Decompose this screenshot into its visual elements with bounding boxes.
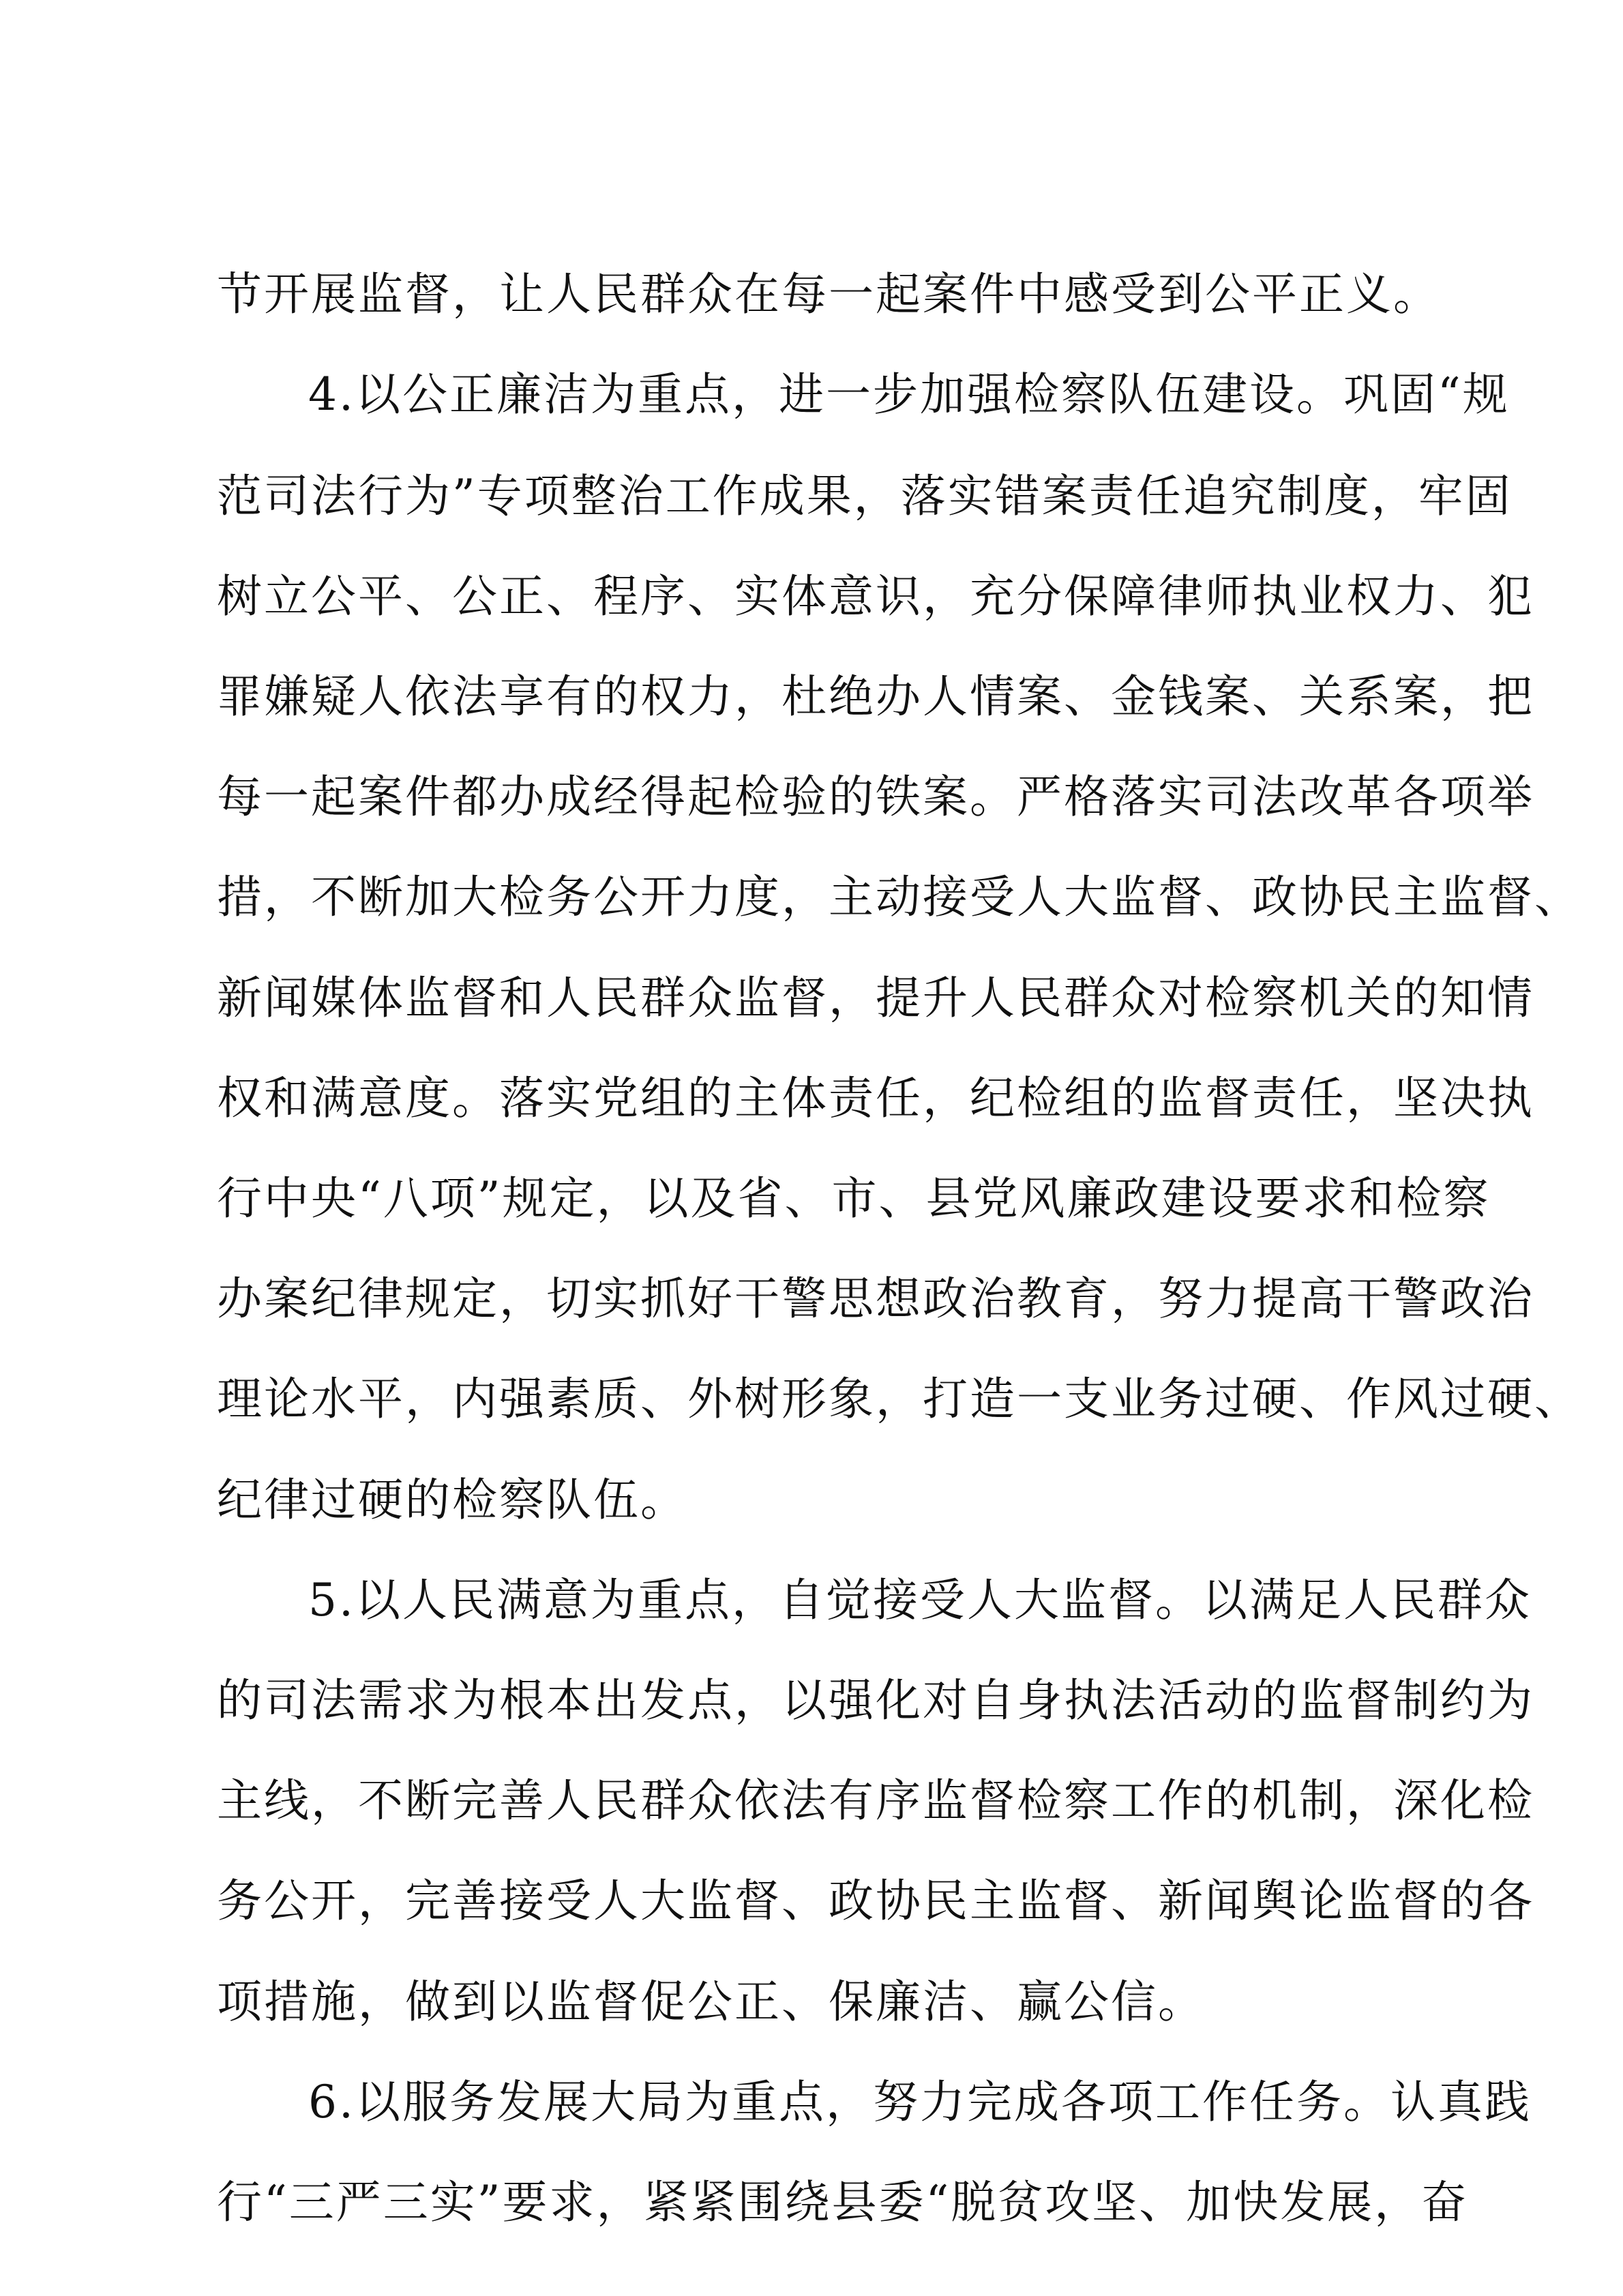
text-line: 的司法需求为根本出发点，以强化对自身执法活动的监督制约为 bbox=[217, 1674, 1534, 1727]
text-line: 6.以服务发展大局为重点，努力完成各项工作任务。认真践 bbox=[308, 2076, 1532, 2128]
text-line: 措，不断加大检务公开力度，主动接受人大监督、政协民主监督、 bbox=[217, 871, 1581, 923]
text-line: 行中央“八项”规定，以及省、市、县党风廉政建设要求和检察 bbox=[217, 1172, 1491, 1225]
text-line: 节开展监督，让人民群众在每一起案件中感受到公平正义。 bbox=[217, 268, 1440, 320]
text-line: 主线，不断完善人民群众依法有序监督检察工作的机制，深化检 bbox=[217, 1774, 1534, 1827]
text-line: 5.以人民满意为重点，自觉接受人大监督。以满足人民群众 bbox=[308, 1574, 1532, 1626]
text-line: 树立公平、公正、程序、实体意识，充分保障律师执业权力、犯 bbox=[217, 570, 1534, 623]
text-line: 权和满意度。落实党组的主体责任，纪检组的监督责任，坚决执 bbox=[217, 1072, 1534, 1124]
text-line: 理论水平，内强素质、外树形象，打造一支业务过硬、作风过硬、 bbox=[217, 1373, 1581, 1425]
text-line: 行“三严三实”要求，紧紧围绕县委“脱贫攻坚、加快发展，奋 bbox=[217, 2176, 1469, 2228]
text-line: 新闻媒体监督和人民群众监督，提升人民群众对检察机关的知情 bbox=[217, 972, 1534, 1024]
text-line: 每一起案件都办成经得起检验的铁案。严格落实司法改革各项举 bbox=[217, 771, 1534, 823]
text-line: 项措施，做到以监督促公正、保廉洁、赢公信。 bbox=[217, 1976, 1205, 2028]
text-line: 范司法行为”专项整治工作成果，落实错案责任追究制度，牢固 bbox=[217, 470, 1513, 522]
text-line: 务公开，完善接受人大监督、政协民主监督、新闻舆论监督的各 bbox=[217, 1875, 1534, 1927]
text-line: 4.以公正廉洁为重点，进一步加强检察队伍建设。巩固“规 bbox=[308, 368, 1510, 421]
text-line: 办案纪律规定，切实抓好干警思想政治教育，努力提高干警政治 bbox=[217, 1272, 1534, 1325]
text-line: 纪律过硬的检察队伍。 bbox=[217, 1474, 687, 1526]
text-line: 罪嫌疑人依法享有的权力，杜绝办人情案、金钱案、关系案，把 bbox=[217, 670, 1534, 723]
